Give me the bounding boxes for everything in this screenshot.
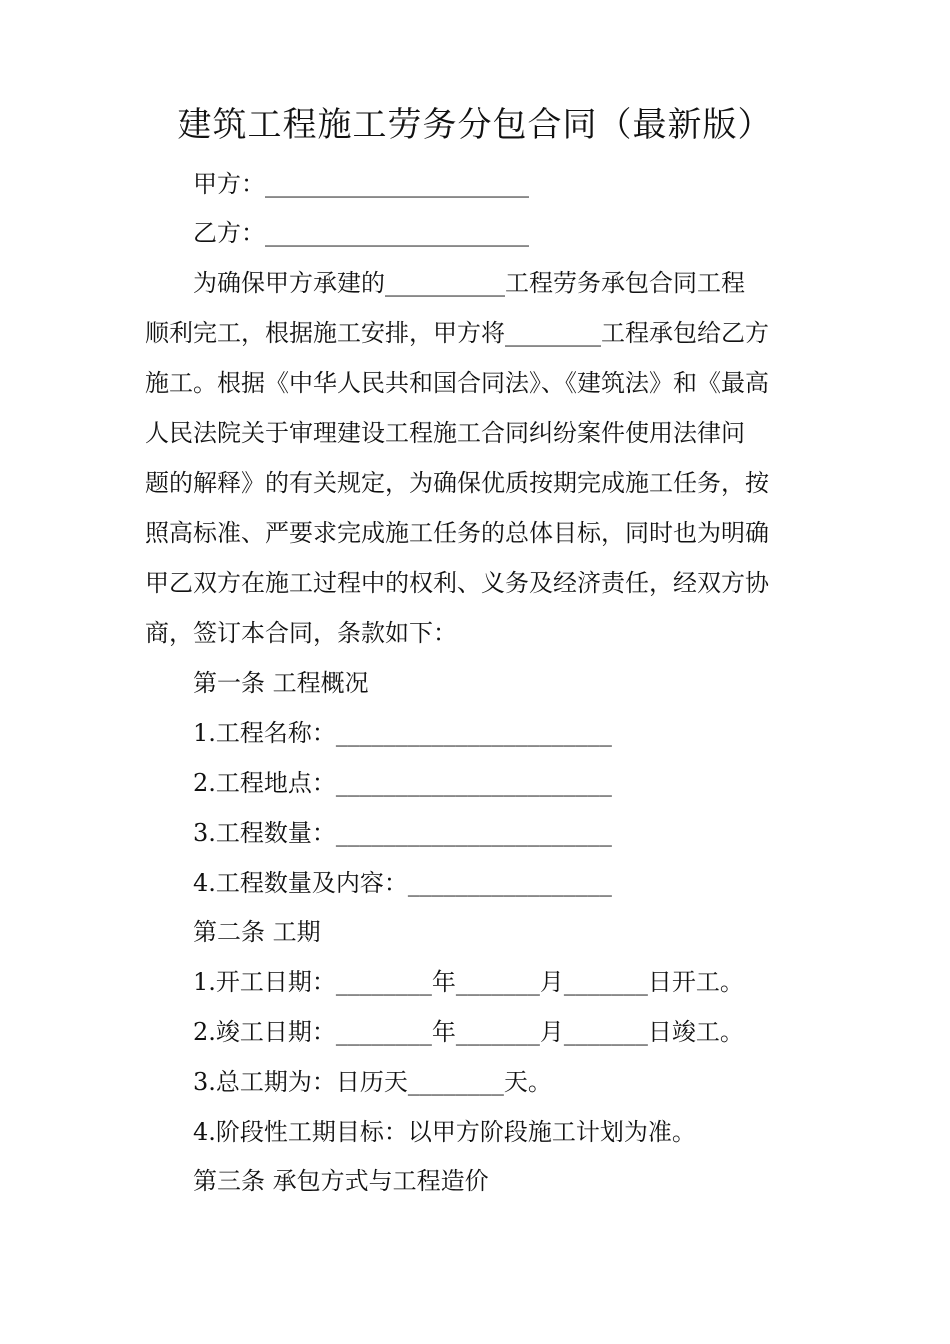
preamble-line-7: 甲乙双方在施工过程中的权利、义务及经济责任，经双方协 <box>145 569 769 597</box>
article-2-item-3: 3.总工期为：日历天________天。 <box>193 1068 552 1096</box>
preamble-line-5: 题的解释》的有关规定，为确保优质按期完成施工任务，按 <box>145 469 769 497</box>
article-1-item-1: 1.工程名称：_______________________ <box>193 719 612 747</box>
article-1-item-3: 3.工程数量：_______________________ <box>193 819 612 847</box>
article-1-item-4: 4.工程数量及内容：_________________ <box>193 869 612 897</box>
party-a-line: 甲方：______________________ <box>193 170 529 198</box>
preamble-line-2: 顺利完工，根据施工安排，甲方将________工程承包给乙方 <box>145 319 769 347</box>
article-2-heading: 第二条 工期 <box>193 918 321 946</box>
preamble-line-6: 照高标准、严要求完成施工任务的总体目标，同时也为明确 <box>145 519 769 547</box>
article-3-heading: 第三条 承包方式与工程造价 <box>193 1167 489 1195</box>
preamble-line-8: 商，签订本合同，条款如下： <box>145 619 457 647</box>
preamble-line-4: 人民法院关于审理建设工程施工合同纠纷案件使用法律问 <box>145 419 745 447</box>
party-b-line: 乙方：______________________ <box>193 219 529 247</box>
article-1-heading: 第一条 工程概况 <box>193 669 369 697</box>
article-2-item-1: 1.开工日期：________年_______月_______日开工。 <box>193 968 744 996</box>
preamble-line-3: 施工。根据《中华人民共和国合同法》、《建筑法》和《最高 <box>145 369 769 397</box>
article-1-item-2: 2.工程地点：_______________________ <box>193 769 612 797</box>
preamble-line-1: 为确保甲方承建的__________工程劳务承包合同工程 <box>193 269 745 297</box>
article-2-item-4: 4.阶段性工期目标：以甲方阶段施工计划为准。 <box>193 1118 696 1146</box>
article-2-item-2: 2.竣工日期：________年_______月_______日竣工。 <box>193 1018 744 1046</box>
document-title: 建筑工程施工劳务分包合同（最新版） <box>177 105 773 145</box>
